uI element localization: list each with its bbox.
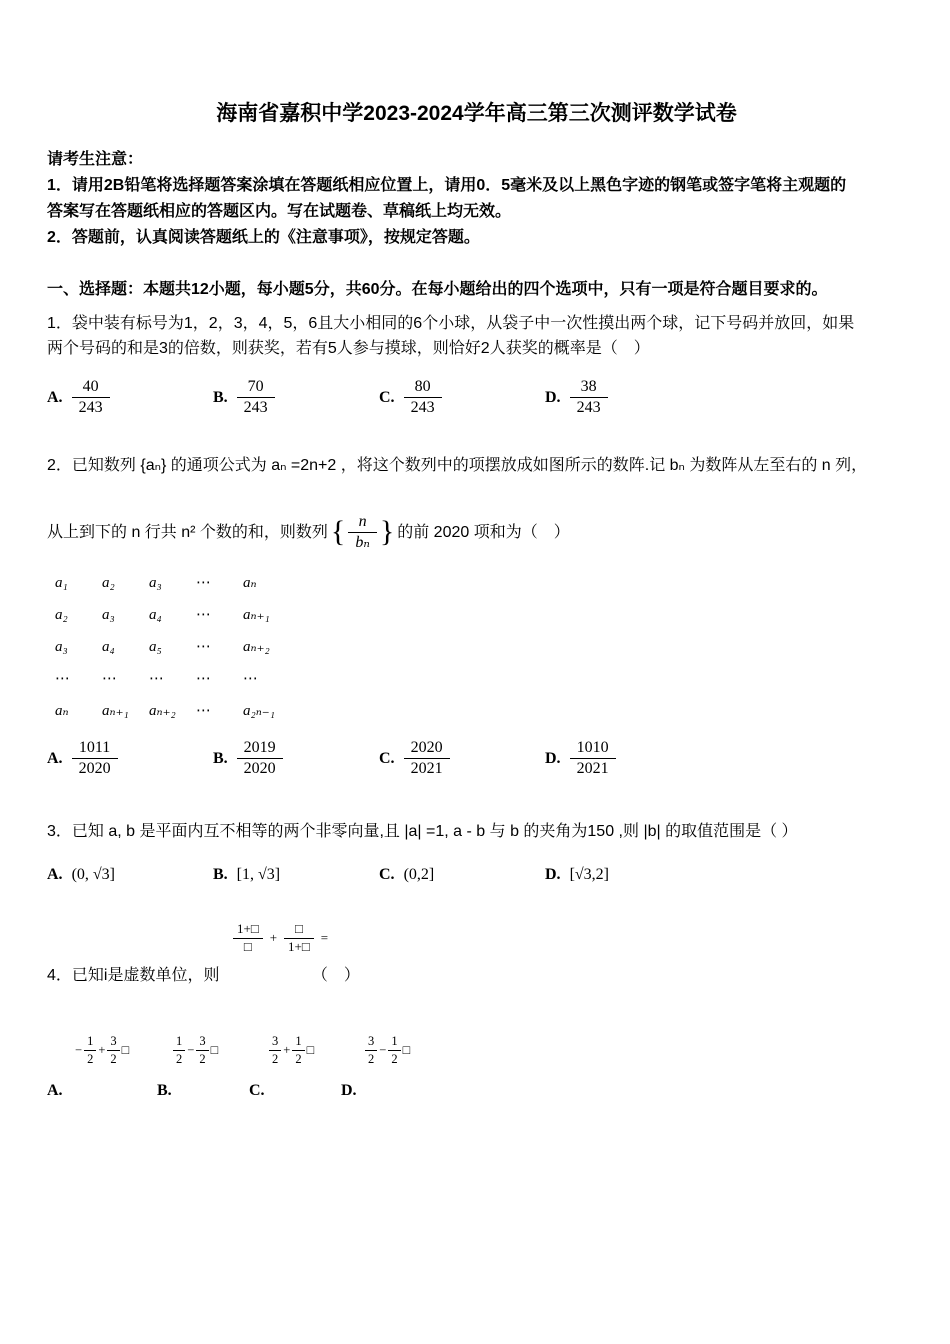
q3-option-a	[47, 862, 213, 888]
q3-option-b	[213, 862, 379, 888]
fraction-denominator: □	[243, 938, 252, 954]
q2-options	[47, 739, 906, 779]
q4-answer-paren: （ ）	[311, 966, 360, 984]
fraction-denominator: 1+□	[288, 938, 310, 954]
equals-sign: =	[320, 929, 329, 945]
matrix-cell: ⋯	[102, 670, 117, 687]
fraction	[72, 739, 118, 779]
matrix-cell: a₂	[102, 574, 115, 591]
option-label: C.	[249, 1082, 265, 1100]
fraction	[570, 378, 608, 418]
matrix-cell: ⋯	[196, 606, 211, 623]
q2-option-a	[47, 739, 213, 779]
fraction	[233, 922, 263, 955]
q4-option-labels	[47, 1078, 906, 1104]
fraction-numerator: 1	[388, 1034, 400, 1050]
fraction-denominator: 2	[176, 1051, 183, 1066]
q1-text-line-1: 1．袋中装有标号为1，2，3，4，5，6且大小相同的6个小球，从袋子中一次性摸出两个球，记下号码并放回，如果	[47, 314, 855, 332]
q1-text-line-2: 两个号码的和是3的倍数，则获奖，若有5人参与摸球，则恰好2人获奖的概率是（ ）	[47, 340, 650, 358]
q2-line2-suffix: 的前 2020 项和为（ ）	[397, 524, 570, 542]
option-label: A.	[47, 1082, 63, 1100]
fraction	[570, 739, 616, 779]
fraction	[388, 1034, 400, 1066]
fraction	[404, 378, 442, 418]
fraction-denominator: 2	[368, 1051, 375, 1066]
option-value: [√3,2]	[569, 866, 609, 884]
matrix-cell: a₃	[102, 606, 115, 623]
missing-glyph-box: □	[210, 1043, 219, 1058]
option-label: A.	[47, 866, 63, 884]
q1-option-d	[545, 378, 711, 418]
fraction-denominator: 243	[78, 399, 103, 417]
fraction-numerator: 1	[292, 1034, 304, 1050]
q4-text	[47, 963, 906, 989]
fraction-denominator: 2	[272, 1051, 279, 1066]
matrix-cell: a₂ₙ₋₁	[243, 702, 275, 719]
fraction	[72, 378, 110, 418]
option-label: C.	[379, 866, 395, 884]
fraction-numerator: 3	[269, 1034, 281, 1050]
fraction-denominator: 2	[391, 1051, 398, 1066]
matrix-cell: a₅	[149, 638, 162, 655]
fraction-denominator: bₙ	[355, 534, 370, 552]
plus-sign: +	[269, 929, 278, 945]
notice-header: 请考生注意：	[47, 151, 144, 169]
question-4	[47, 922, 906, 1104]
fraction-numerator: 1	[173, 1034, 185, 1050]
option-label: B.	[213, 866, 228, 884]
matrix-cell: a₃	[149, 574, 162, 591]
question-1	[47, 311, 906, 418]
option-label: B.	[213, 388, 228, 406]
fraction	[107, 1034, 119, 1066]
fraction-numerator: 2020	[404, 739, 450, 759]
matrix-cell: aₙ	[55, 702, 69, 719]
matrix-cell: aₙ₊₂	[149, 702, 176, 719]
fraction-denominator: 243	[243, 399, 268, 417]
q2-text-line-1: 2．已知数列 {aₙ} 的通项公式为 aₙ =2n+2 ，将这个数列中的项摆放成如图所示的数阵.记 bₙ 为数阵从左至右的 n 列，	[47, 457, 868, 475]
q4-option-d-formula	[363, 1034, 459, 1066]
page-title: 海南省嘉积中学2023-2024学年高三第三次测评数学试卷	[216, 102, 737, 125]
missing-glyph-box: □	[402, 1043, 411, 1058]
q4-formula	[233, 922, 328, 955]
matrix-cell: ⋯	[196, 702, 211, 719]
q4-option-c-formula	[267, 1034, 363, 1066]
fraction	[196, 1034, 208, 1066]
fraction-denominator: 2	[87, 1051, 94, 1066]
fraction-denominator: 2020	[78, 760, 111, 778]
fraction-numerator: □	[284, 922, 314, 939]
matrix-cell: ⋯	[55, 670, 70, 687]
fraction	[284, 922, 314, 955]
fraction-denominator: 243	[410, 399, 435, 417]
fraction-numerator: 1010	[570, 739, 616, 759]
fraction	[269, 1034, 281, 1066]
q2-option-c	[379, 739, 545, 779]
fraction-numerator: 1011	[72, 739, 118, 759]
matrix-cell: ⋯	[243, 670, 258, 687]
option-label: D.	[545, 388, 561, 406]
fraction-numerator: 3	[107, 1034, 119, 1050]
matrix-cell: a₃	[55, 638, 68, 655]
fraction-numerator: 3	[365, 1034, 377, 1050]
matrix-cell: a₂	[55, 606, 68, 623]
fraction-numerator: 1+□	[233, 922, 263, 939]
fraction	[173, 1034, 185, 1066]
fraction	[237, 378, 275, 418]
section-heading: 一、选择题：本题共12小题，每小题5分，共60分。在每小题给出的四个选项中，只有一项是符合题目要求的。	[47, 280, 828, 298]
fraction-numerator: 40	[72, 378, 110, 398]
option-label: B.	[157, 1082, 172, 1100]
q2-option-b	[213, 739, 379, 779]
fraction	[237, 739, 283, 779]
notice-line-3: 2．答题前，认真阅读答题纸上的《注意事项》，按规定答题。	[47, 229, 480, 247]
q4-option-formulas	[75, 1034, 906, 1066]
fraction-numerator: 70	[237, 378, 275, 398]
q1-option-a	[47, 378, 213, 418]
fraction-numerator: 3	[196, 1034, 208, 1050]
fraction	[404, 739, 450, 779]
q3-text: 3．已知 a, b 是平面内互不相等的两个非零向量,且 |a| =1, a - b 与 b 的夹角为150 ,则 |b| 的取值范围是（ ）	[47, 822, 798, 840]
matrix-cell: ⋯	[196, 574, 211, 591]
operator: −	[187, 1043, 195, 1058]
operator: −	[379, 1043, 387, 1058]
notice-section	[47, 147, 906, 251]
question-2	[47, 453, 906, 778]
matrix-cell: aₙ₊₁	[102, 702, 129, 719]
q4-text-body: 4．已知i是虚数单位，则	[47, 966, 220, 984]
matrix-cell: ⋯	[196, 670, 211, 687]
q1-option-b	[213, 378, 379, 418]
q3-option-c	[379, 862, 545, 888]
option-label: C.	[379, 388, 395, 406]
q2-line2-prefix: 从上到下的 n 行共 n² 个数的和，则数列	[47, 524, 328, 542]
right-brace: }	[379, 514, 395, 548]
sign: −	[75, 1043, 83, 1058]
notice-line-2: 答案写在答题纸相应的答题区内。写在试题卷、草稿纸上均无效。	[47, 203, 512, 221]
matrix-cell: aₙ	[243, 574, 257, 591]
fraction-numerator: n	[348, 513, 376, 533]
q2-text-line-2	[47, 513, 570, 553]
left-brace: {	[330, 514, 346, 548]
q4-option-a-formula	[75, 1034, 171, 1066]
matrix-cell: a₄	[149, 606, 162, 623]
option-label: B.	[213, 749, 228, 767]
option-value: (0, √3]	[71, 866, 115, 884]
fraction-denominator: 2	[199, 1051, 206, 1066]
matrix-cell: ⋯	[149, 670, 164, 687]
operator: +	[98, 1043, 106, 1058]
fraction-denominator: 2020	[243, 760, 276, 778]
matrix-cell: aₙ₊₁	[243, 606, 270, 623]
question-3	[47, 819, 906, 888]
missing-glyph-box: □	[121, 1043, 130, 1058]
fraction-denominator: 2	[295, 1051, 302, 1066]
q1-option-c	[379, 378, 545, 418]
fraction-numerator: 80	[404, 378, 442, 398]
q3-option-d	[545, 862, 711, 888]
fraction-denominator: 243	[576, 399, 601, 417]
fraction-numerator: 1	[84, 1034, 96, 1050]
missing-glyph-box: □	[306, 1043, 315, 1058]
option-value: [1, √3]	[236, 866, 281, 884]
fraction-denominator: 2021	[410, 760, 443, 778]
fraction-numerator: 2019	[237, 739, 283, 759]
inline-fraction	[348, 513, 376, 553]
number-array	[55, 571, 906, 723]
option-label: A.	[47, 388, 63, 406]
matrix-cell: a₄	[102, 638, 115, 655]
option-label: D.	[341, 1082, 357, 1100]
option-value: (0,2]	[403, 866, 435, 884]
fraction	[365, 1034, 377, 1066]
fraction-denominator: 2021	[576, 760, 609, 778]
notice-line-1: 1．请用2B铅笔将选择题答案涂填在答题纸相应位置上，请用0．5毫米及以上黑色字迹的钢笔或签字笔将主观题的	[47, 177, 847, 195]
option-label: D.	[545, 749, 561, 767]
operator: +	[283, 1043, 291, 1058]
option-label: D.	[545, 866, 561, 884]
q4-option-b-formula	[171, 1034, 267, 1066]
fraction-denominator: 2	[110, 1051, 117, 1066]
fraction	[84, 1034, 96, 1066]
option-label: A.	[47, 749, 63, 767]
q1-options	[47, 378, 906, 418]
matrix-cell: ⋯	[196, 638, 211, 655]
matrix-cell: aₙ₊₂	[243, 638, 270, 655]
option-label: C.	[379, 749, 395, 767]
fraction	[292, 1034, 304, 1066]
fraction-numerator: 38	[570, 378, 608, 398]
q3-options	[47, 862, 906, 888]
q2-option-d	[545, 739, 711, 779]
matrix-cell: a₁	[55, 574, 68, 591]
